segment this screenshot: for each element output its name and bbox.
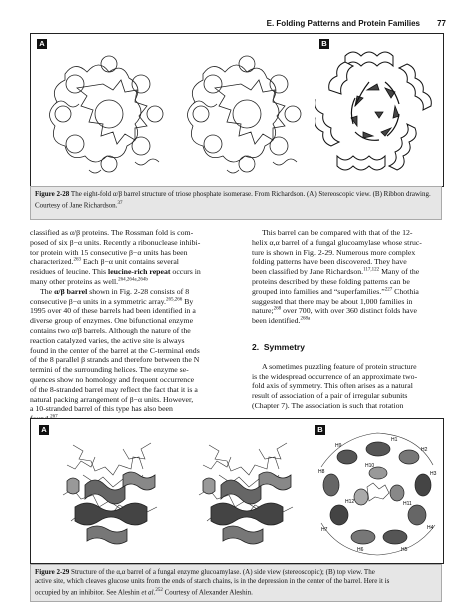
helix-label-h6: H6 bbox=[357, 547, 364, 553]
figure-2-28 bbox=[30, 33, 444, 187]
helix-label-h2: H2 bbox=[421, 447, 428, 453]
panel-label-a: A bbox=[39, 425, 49, 435]
text-line: reaction catalyzed varies, the active site is always bbox=[30, 335, 185, 345]
figure-2-29 bbox=[30, 418, 444, 564]
text-line: folding patterns have been discovered. They have bbox=[252, 257, 407, 267]
text-line: of the 8-stranded barrel may reflect the fact that it is a bbox=[30, 384, 198, 394]
text-line: This barrel can be compared with that of the 12- bbox=[262, 228, 413, 237]
text-line: The α/β barrel shown in Fig. 2-28 consists of 8 bbox=[40, 286, 190, 296]
right-column bbox=[252, 228, 452, 411]
running-head bbox=[250, 18, 446, 32]
glucoamylase-side-view-right bbox=[187, 425, 311, 557]
helix-label-h5: H5 bbox=[401, 547, 408, 553]
helix-label-h9: H9 bbox=[335, 443, 342, 449]
helix-label-h7: H7 bbox=[321, 527, 328, 533]
text-line: consecutive β−α units in a symmetric array.$^{265,266}$ By bbox=[30, 296, 194, 306]
text-line: residues of leucine. This leucine-rich repeat occurs in bbox=[30, 267, 201, 277]
panel-label-a: A bbox=[37, 39, 47, 49]
text-line: nature;$^{268}$ over 700, with over 360 distinct folds have bbox=[252, 306, 417, 316]
text-line: classified as α/β proteins. The Rossman fold is com- bbox=[30, 228, 194, 237]
text-line: suggested that there may be about 1,000 families in bbox=[252, 296, 413, 306]
glucoamylase-side-view-left bbox=[53, 425, 177, 557]
text-line: grouped into families and “superfamilies.”$^{227}$ Chothia bbox=[252, 286, 419, 296]
ribbon-drawing bbox=[315, 42, 439, 182]
helix-label-h10: H10 bbox=[365, 463, 375, 469]
text-line: characterized.$^{263}$ Each β−α unit contains several bbox=[30, 257, 179, 267]
running-head-section: E. Folding Patterns and Protein Families bbox=[266, 19, 420, 28]
text-line: termini of the surrounding helices. The enzyme se- bbox=[30, 365, 189, 375]
stereo-image-right bbox=[181, 44, 309, 182]
text-line: found in the center of the barrel at the C-terminal ends bbox=[30, 345, 200, 355]
text-line: is the widespread occurrence of an approximate two- bbox=[252, 371, 418, 381]
stereo-image-left bbox=[45, 44, 173, 182]
text-line: fold axis of symmetry. This often arises as a natural bbox=[252, 381, 413, 391]
section-number: 2. bbox=[252, 341, 260, 352]
text-line: ture is shown in Fig. 2-29. Numerous more complex bbox=[252, 247, 416, 257]
caption-text: The eight-fold α/β barrel structure of triose phosphate isomerase. From Richardson. (A) Stereoscopic view. (B) Ribbon drawing. Courtesy of Jane Richardson. bbox=[35, 190, 431, 210]
caption-label: Figure 2-29 bbox=[35, 568, 70, 576]
text-line: tor protein with 15 consecutive β−α units has been bbox=[30, 247, 188, 257]
section-title: Symmetry bbox=[263, 341, 305, 352]
text-line: a 10-stranded barrel of this type has also been bbox=[30, 404, 173, 414]
text-line: quences show no homology and frequent occurrence bbox=[30, 374, 195, 384]
text-line: been identified.$^{268a}$ bbox=[252, 316, 311, 326]
caption-text: active site, which cleaves glucose units from the ends of starch chains, is in the depression in the center of the barrel. Here it is bbox=[35, 577, 390, 585]
figure-2-29-caption: Figure 2-29 Structure of the α,α barrel of a fungal enzyme glucoamylase. (A) side view (stereoscopic); (B) top view. The active site, which cleaves glucose units from the ends of starch chains, is in the depression in the center of the barrel. Here it is occupied by an inhibitor. See Aleshin et al.$^{252}$ Courtesy of Alexander Aleshin. bbox=[30, 564, 442, 602]
helix-label-h12: H12 bbox=[345, 499, 355, 505]
text-line: result of association of a pair of irregular subunits bbox=[252, 391, 408, 401]
helix-label-h4: H4 bbox=[427, 525, 434, 531]
text-line: many other proteins as well.$^{264,264a,264b}$ bbox=[30, 276, 148, 286]
text-line: been classified by Jane Richardson.$^{117,122}$ Many of the bbox=[252, 267, 420, 277]
caption-ref: 37 bbox=[117, 201, 123, 206]
text-line: A sometimes puzzling feature of protein structure bbox=[262, 361, 417, 371]
section-heading bbox=[252, 343, 452, 353]
text-line: contains two α/β barrels. Although the nature of the bbox=[30, 325, 191, 335]
text-line: proteins described by these folding patterns can be bbox=[252, 276, 410, 286]
text-line: (Chapter 7). The association is such that rotation bbox=[252, 400, 404, 410]
caption-text: Structure of the α,α barrel of a fungal enzyme glucoamylase. (A) side view (stereoscopic); (B) top view. The bbox=[69, 568, 375, 576]
text-line: helix α,α barrel of a fungal glucoamylase whose struc- bbox=[252, 237, 422, 247]
helix-label-h3: H3 bbox=[430, 471, 437, 477]
text-line: 1995 over 40 of these barrels had been identified in a bbox=[30, 306, 196, 316]
helix-label-h11: H11 bbox=[403, 501, 412, 507]
text-line: posed of six β−α units. Recently a ribonuclease inhibi- bbox=[30, 237, 201, 247]
page-number: 77 bbox=[437, 19, 446, 28]
caption-label: Figure 2-28 bbox=[35, 190, 70, 198]
left-column bbox=[30, 228, 238, 424]
text-line: natural packing arrangement of β−α units. However, bbox=[30, 394, 194, 404]
text-line: diverse group of enzymes. One bifunctional enzyme bbox=[30, 316, 194, 326]
glucoamylase-top-view bbox=[317, 427, 439, 559]
panel-label-b: B bbox=[315, 425, 325, 435]
helix-label-h8: H8 bbox=[318, 469, 325, 475]
figure-2-28-caption bbox=[30, 186, 442, 220]
text-line: of the 8 parallel β strands and therefore between the N bbox=[30, 355, 200, 365]
helix-label-h1: H1 bbox=[391, 437, 398, 443]
panel-label-b: B bbox=[319, 39, 329, 49]
